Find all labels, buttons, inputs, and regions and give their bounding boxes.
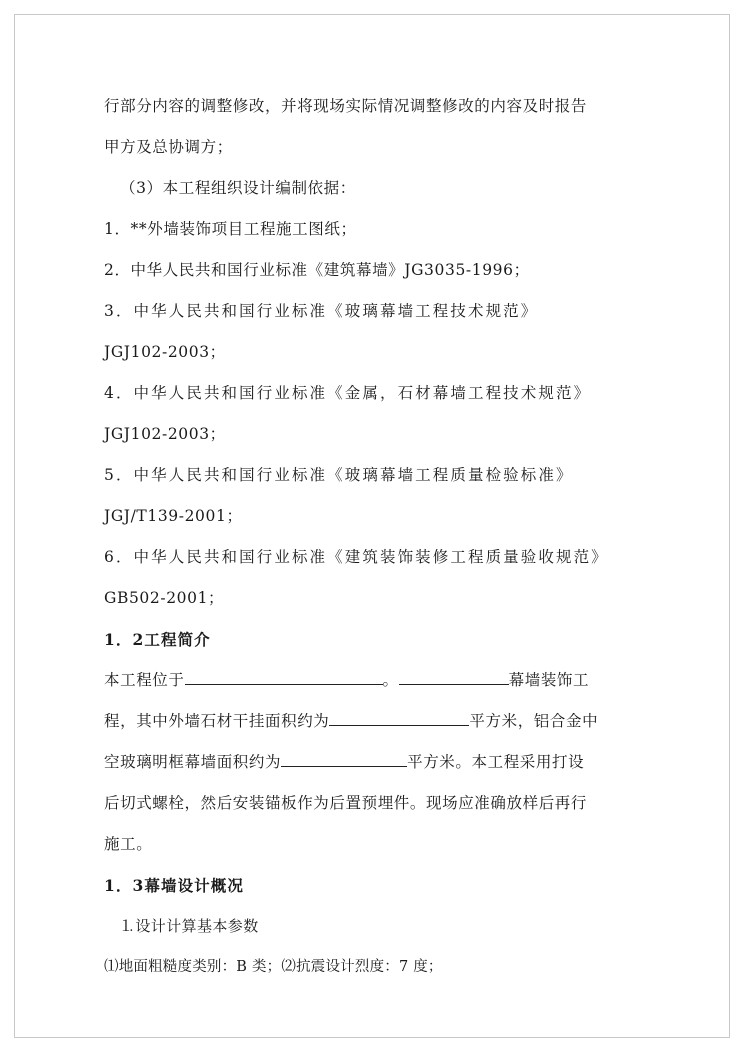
paragraph-line: 甲方及总协调方； — [104, 138, 233, 156]
sub-heading-design-params: ⒈设计计算基本参数 — [120, 917, 259, 935]
project-intro-line-2 — [104, 701, 642, 742]
paragraph-line: 4．中华人民共和国行业标准《金属，石材幕墙工程技术规范》 — [104, 384, 592, 402]
intro-text-segment: 幕墙装饰工 — [508, 671, 590, 689]
project-intro-line-5: 施工。 — [104, 835, 153, 853]
intro-text-segment: 空玻璃明框幕墙面积约为 — [104, 753, 282, 771]
fill-blank-glass-area[interactable] — [281, 751, 407, 767]
paragraph-line: JGJ102-2003； — [104, 425, 226, 443]
fill-blank-location[interactable] — [185, 669, 383, 685]
paragraph-line: 行部分内容的调整修改，并将现场实际情况调整修改的内容及时报告 — [104, 97, 588, 115]
intro-text-segment: 程，其中外墙石材干挂面积约为 — [104, 712, 330, 730]
paragraph-line: 5．中华人民共和国行业标准《玻璃幕墙工程质量检验标准》 — [104, 466, 574, 484]
fill-blank-stone-area[interactable] — [329, 710, 469, 726]
paragraph-line: （3）本工程组织设计编制依据： — [120, 179, 356, 197]
fill-blank-name[interactable] — [399, 669, 509, 685]
intro-text-segment: 本工程位于 — [104, 671, 185, 689]
project-intro-line-3 — [104, 742, 642, 783]
intro-text-segment: 平方米。本工程采用打设 — [407, 753, 585, 771]
paragraph-line: JGJ/T139-2001； — [104, 507, 243, 525]
intro-text-segment: 平方米，铝合金中 — [469, 712, 599, 730]
project-intro-line-4: 后切式螺栓，然后安装锚板作为后置预埋件。现场应准确放样后再行 — [104, 794, 588, 812]
document-body — [104, 86, 642, 988]
paragraph-line: JGJ102-2003； — [104, 343, 226, 361]
paragraph-line: 1．**外墙装饰项目工程施工图纸； — [104, 220, 357, 238]
intro-text-segment: 。 — [382, 671, 399, 689]
heading-1-3: 1．3幕墙设计概况 — [104, 876, 244, 895]
paragraph-line: 6．中华人民共和国行业标准《建筑装饰装修工程质量验收规范》 — [104, 548, 609, 566]
project-intro-line-1 — [104, 660, 642, 701]
design-parameter-line: ⑴地面粗糙度类别：B 类；⑵抗震设计烈度：7 度； — [104, 959, 443, 975]
paragraph-line: GB502-2001； — [104, 589, 225, 607]
heading-1-2: 1．2工程简介 — [104, 630, 211, 649]
paragraph-line: 3．中华人民共和国行业标准《玻璃幕墙工程技术规范》 — [104, 302, 539, 320]
paragraph-line: 2．中华人民共和国行业标准《建筑幕墙》JG3035-1996； — [104, 261, 530, 279]
